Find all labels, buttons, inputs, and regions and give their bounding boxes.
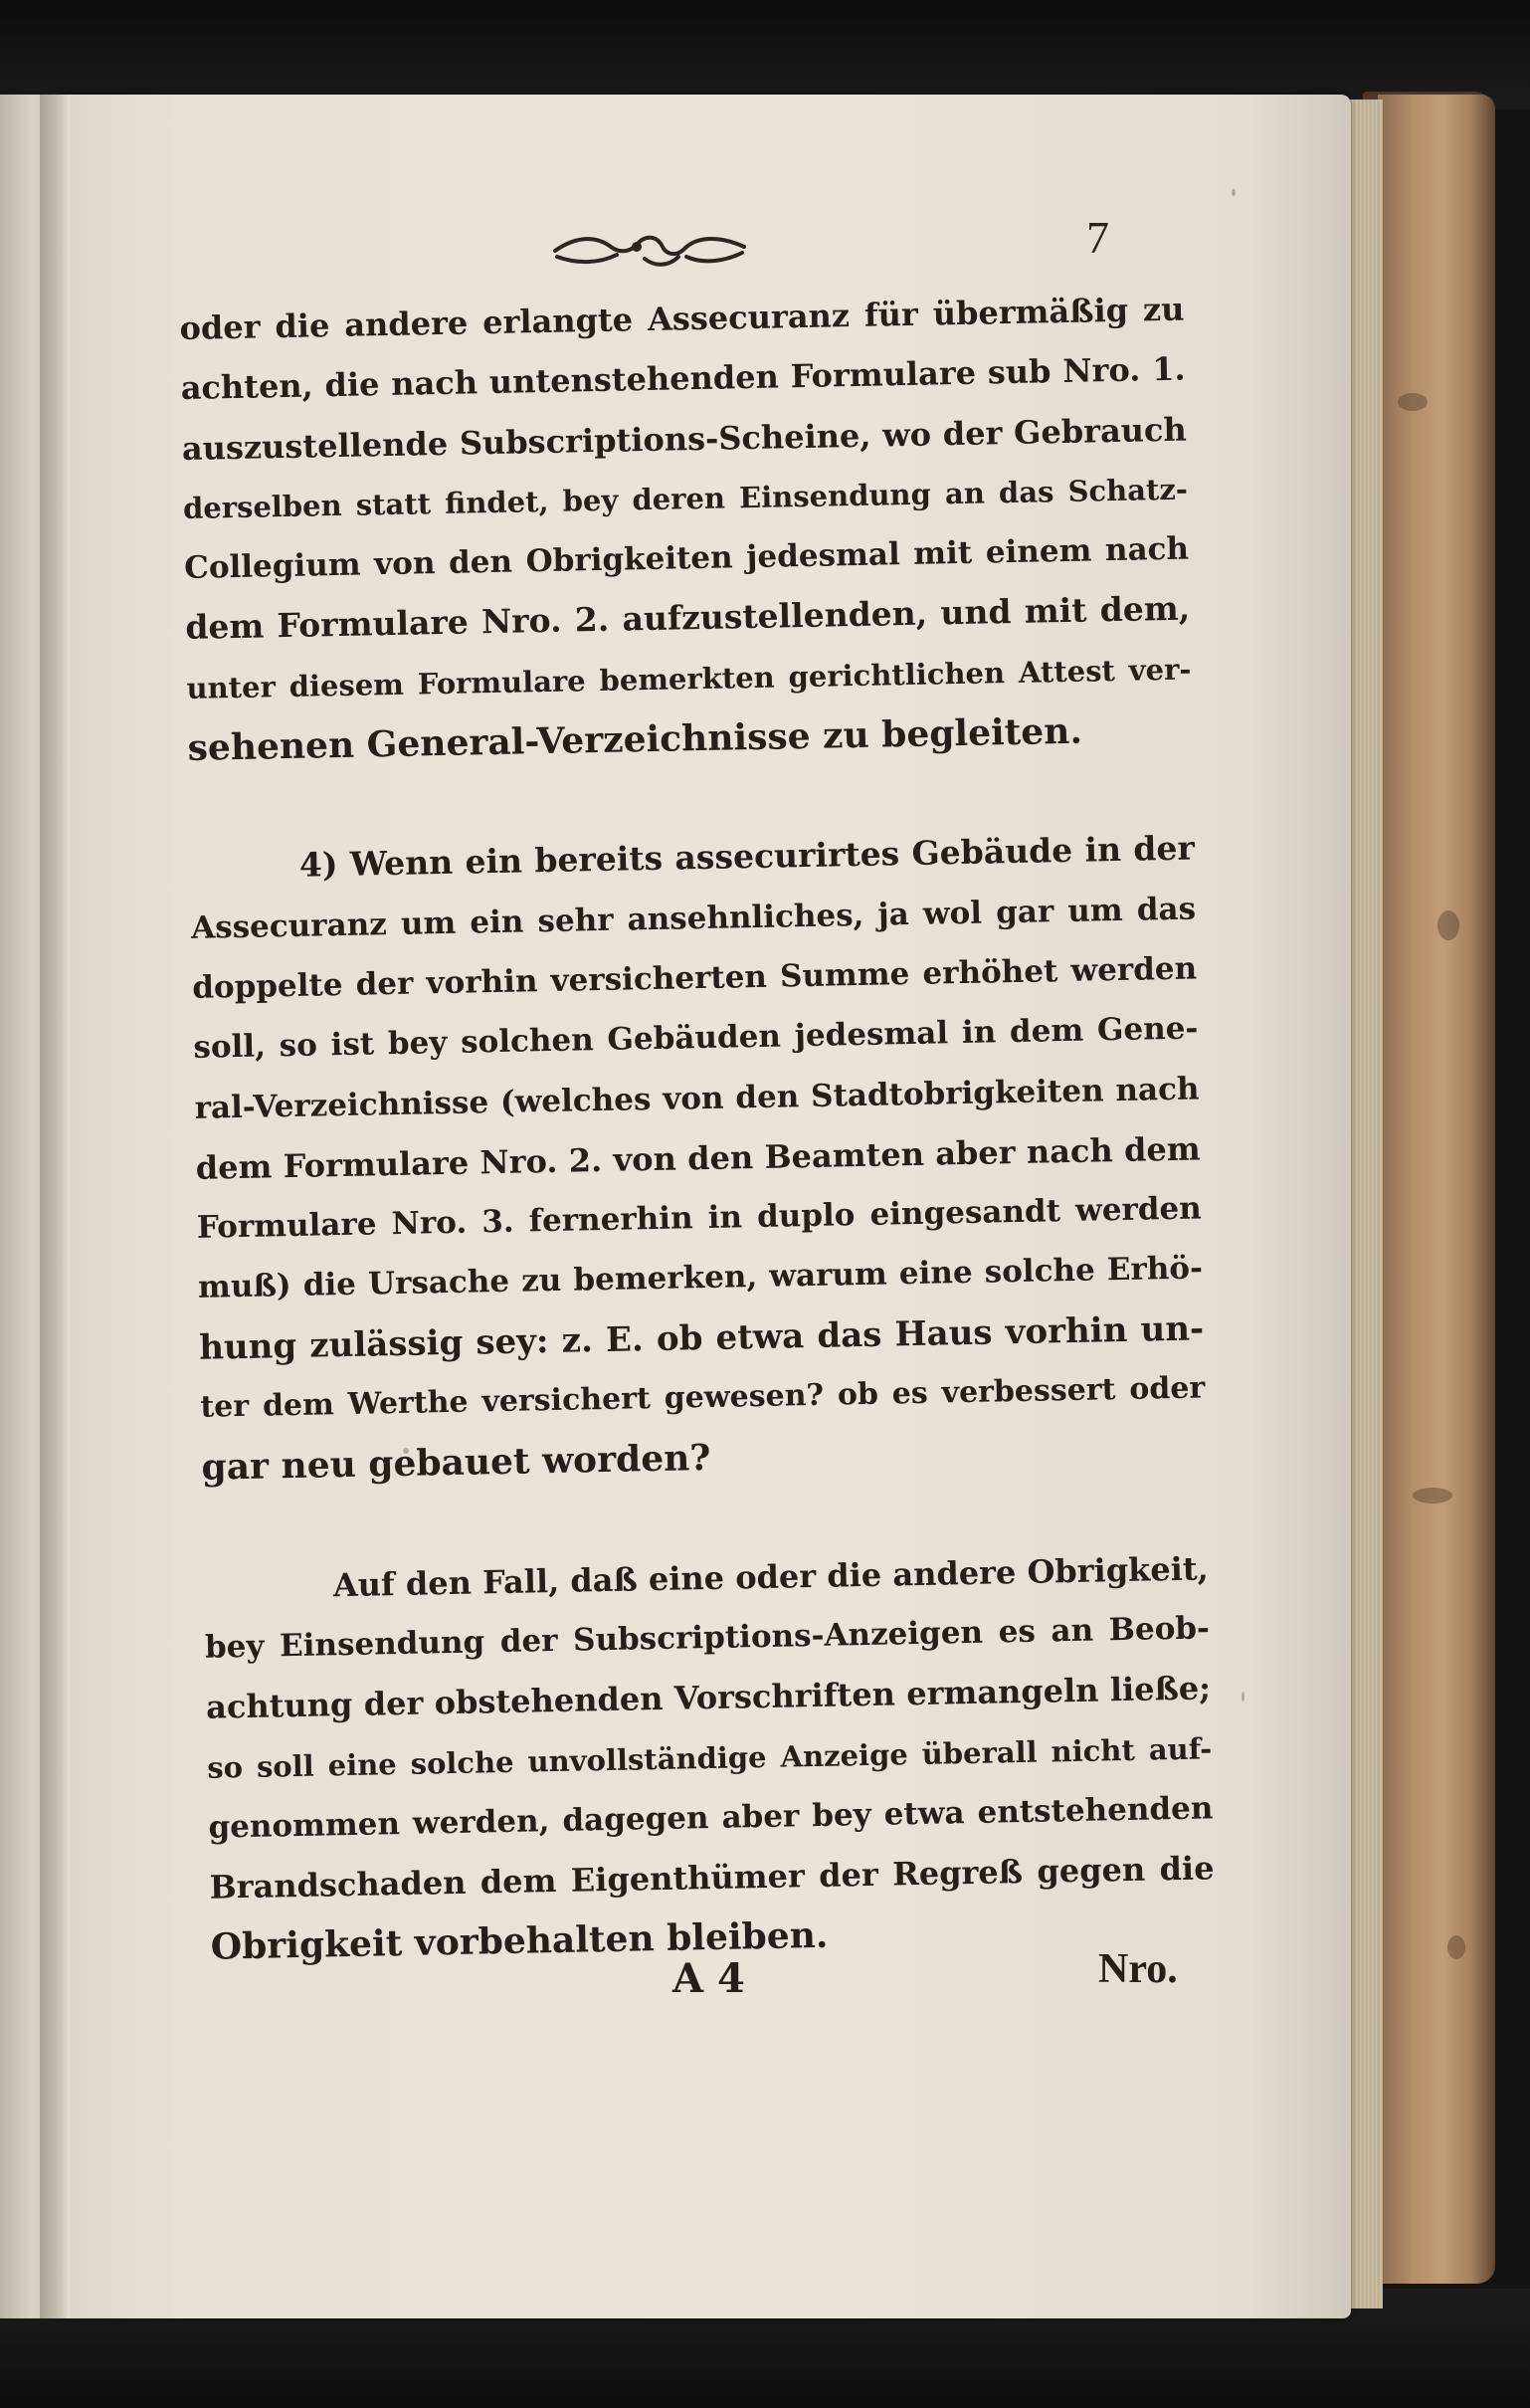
catchword: Nro. [1098, 1946, 1178, 1992]
paragraph [189, 819, 1207, 1499]
text-line: Assecuranz um ein sehr ansehnliches, ja wol gar um das [190, 891, 1197, 946]
text-line: derselben statt findet, bey deren Einsendung an das Schatz- [182, 472, 1189, 525]
text-line: Collegium von den Obrigkeiten jedesmal mit einem nach [183, 530, 1190, 587]
text-line: dem Formulare Nro. 2. aufzustellenden, und mit dem, [184, 589, 1191, 648]
text-line: unter diesem Formulare bemerkten gerichtlichen Attest ver- [186, 652, 1192, 705]
cover-stain [1413, 1488, 1452, 1504]
paper-speck [1232, 189, 1236, 196]
text-line: bey Einsendung der Subscriptions-Anzeigen es an Beob- [204, 1610, 1211, 1666]
text-line: sehenen General-Verzeichnisse zu begleiten. [187, 709, 1083, 769]
text-line: achtung der obstehenden Vorschriften ermangeln ließe; [205, 1669, 1212, 1726]
book-cover [1378, 95, 1495, 2284]
paper-speck [1242, 1692, 1244, 1702]
body-text [179, 280, 1216, 1978]
text-line: Obrigkeit vorbehalten bleiben. [210, 1914, 829, 1969]
page-gutter [40, 95, 70, 2318]
text-line: Auf den Fall, daß eine oder die andere Obrigkeit, [332, 1549, 1210, 1604]
paragraph [179, 280, 1193, 779]
text-line: Brandschaden dem Eigenthümer der Regreß gegen die [209, 1849, 1215, 1906]
text-line: ral-Verzeichnisse (welches von den Stadtobrigkeiten nach [194, 1071, 1200, 1126]
text-line: Formulare Nro. 3. fernerhin in duplo eingesandt werden [196, 1190, 1203, 1246]
text-line: achten, die nach untenstehenden Formulare sub Nro. 1. [180, 349, 1186, 408]
text-line: gar neu gebauet worden? [201, 1437, 711, 1490]
page-number: 7 [1086, 212, 1109, 263]
text-line: soll, so ist bey solchen Gebäuden jedesmal in dem Gene- [193, 1010, 1199, 1067]
text-line: genommen werden, dagegen aber bey etwa entstehenden [208, 1790, 1214, 1846]
text-line: doppelte der vorhin versicherten Summe erhöhet werden [191, 950, 1198, 1006]
paragraph [203, 1538, 1216, 1977]
text-line: auszustellende Subscriptions-Scheine, wo der Gebrauch [181, 410, 1188, 468]
signature-mark: A 4 [672, 1955, 745, 2002]
text-line: oder die andere erlangte Assecuranz für übermäßig zu [179, 290, 1185, 347]
text-line: 4) Wenn ein bereits assecurirtes Gebäude in der [298, 828, 1196, 886]
text-line: hung zulässig sey: z. E. ob etwa das Haus vorhin un- [198, 1308, 1205, 1368]
cover-stain [1447, 1935, 1465, 1959]
text-line: dem Formulare Nro. 2. von den Beamten aber nach dem [195, 1129, 1201, 1187]
cover-stain [1437, 910, 1459, 940]
header-ornament [545, 217, 754, 277]
text-line: muß) die Ursache zu bemerken, warum eine solche Erhö- [197, 1250, 1204, 1306]
text-line: so soll eine solche unvollständige Anzeige überall nicht auf- [207, 1730, 1213, 1785]
text-line: ter dem Werthe versichert gewesen? ob es verbessert oder [200, 1370, 1206, 1425]
background-top [0, 0, 1530, 109]
cover-stain [1398, 393, 1428, 411]
